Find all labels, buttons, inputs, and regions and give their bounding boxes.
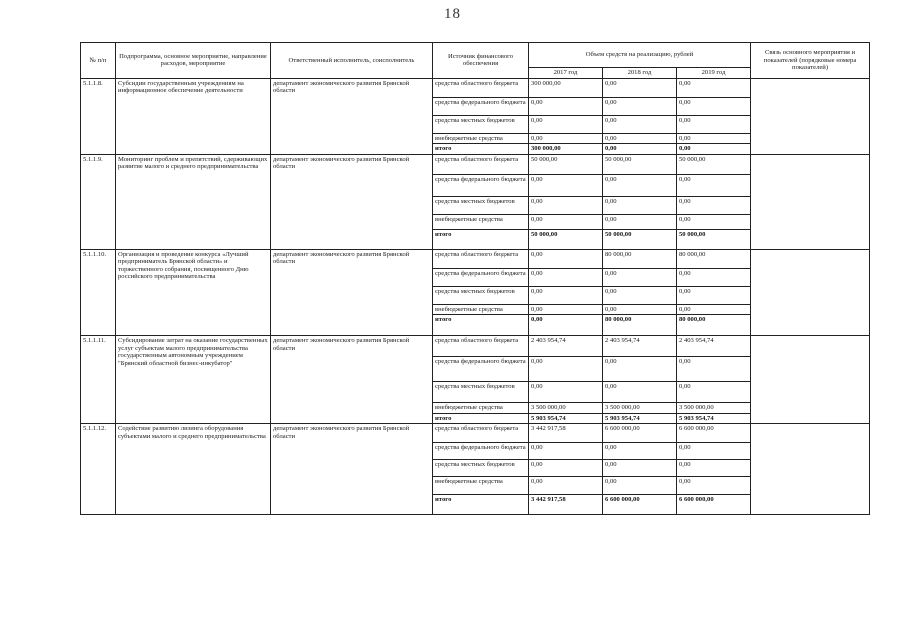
executor-name: департамент экономического развития Брянской области (271, 424, 433, 515)
funding-source: средства местных бюджетов (433, 382, 529, 403)
program-name: Содействие развитию лизинга оборудования субъектами малого и среднего предпринимательства (116, 424, 271, 515)
indicator-link-cell (751, 78, 870, 154)
funding-source: внебюджетные средства (433, 214, 529, 229)
amount-cell: 0,00 (677, 443, 751, 460)
item-number: 5.1.1.12. (81, 424, 116, 515)
amount-cell: 80 000,00 (603, 249, 677, 268)
amount-cell: 0,00 (529, 133, 603, 144)
executor-name: департамент экономического развития Брянской области (271, 154, 433, 249)
amount-cell: 50 000,00 (677, 229, 751, 249)
amount-cell: 0,00 (603, 196, 677, 214)
amount-cell: 5 903 954,74 (603, 413, 677, 424)
funding-source: итого (433, 413, 529, 424)
amount-cell: 300 000,00 (529, 78, 603, 97)
amount-cell: 0,00 (677, 115, 751, 133)
amount-cell: 0,00 (529, 249, 603, 268)
table-body (81, 78, 870, 515)
funding-source: средства местных бюджетов (433, 115, 529, 133)
header-num: № п/п (81, 43, 116, 79)
funding-source: средства областного бюджета (433, 424, 529, 443)
amount-cell: 0,00 (677, 304, 751, 315)
amount-cell: 0,00 (529, 97, 603, 115)
amount-cell: 0,00 (677, 144, 751, 155)
indicator-link-cell (751, 336, 870, 424)
funding-row (81, 424, 870, 443)
funding-row (81, 249, 870, 268)
funding-source: средства федерального бюджета (433, 268, 529, 286)
amount-cell: 0,00 (603, 144, 677, 155)
funding-source: средства федерального бюджета (433, 174, 529, 196)
amount-cell: 3 500 000,00 (677, 403, 751, 414)
amount-cell: 0,00 (677, 174, 751, 196)
amount-cell: 0,00 (529, 214, 603, 229)
amount-cell: 0,00 (529, 268, 603, 286)
amount-cell: 3 442 917,58 (529, 424, 603, 443)
program-name: Субсидирование затрат на оказание государственных услуг субъектам малого предпринимательства государственным автономным учреждением "Брянский областной бизнес-инкубатор" (116, 336, 271, 424)
amount-cell: 0,00 (529, 115, 603, 133)
funding-source: средства федерального бюджета (433, 443, 529, 460)
amount-cell: 0,00 (529, 196, 603, 214)
amount-cell: 0,00 (677, 286, 751, 304)
header-volume: Объем средств на реализацию, рублей (529, 43, 751, 68)
amount-cell: 3 500 000,00 (529, 403, 603, 414)
indicator-link-cell (751, 154, 870, 249)
amount-cell: 3 500 000,00 (603, 403, 677, 414)
amount-cell: 0,00 (677, 382, 751, 403)
page-number: 18 (444, 6, 461, 22)
amount-cell: 0,00 (677, 268, 751, 286)
amount-cell: 0,00 (677, 214, 751, 229)
funding-source: средства областного бюджета (433, 249, 529, 268)
indicator-link-cell (751, 249, 870, 336)
amount-cell: 0,00 (529, 443, 603, 460)
amount-cell: 0,00 (603, 382, 677, 403)
amount-cell: 80 000,00 (603, 315, 677, 336)
amount-cell: 300 000,00 (529, 144, 603, 155)
funding-table (80, 42, 870, 515)
amount-cell: 5 903 954,74 (529, 413, 603, 424)
amount-cell: 0,00 (603, 357, 677, 382)
amount-cell: 0,00 (603, 97, 677, 115)
program-name: Мониторинг проблем и препятствий, сдерживающих развитие малого и среднего предпринимательства (116, 154, 271, 249)
amount-cell: 2 403 954,74 (677, 336, 751, 357)
funding-source: средства областного бюджета (433, 154, 529, 174)
amount-cell: 5 903 954,74 (677, 413, 751, 424)
funding-source: итого (433, 315, 529, 336)
amount-cell: 6 600 000,00 (677, 495, 751, 515)
amount-cell: 0,00 (603, 133, 677, 144)
amount-cell: 6 600 000,00 (603, 495, 677, 515)
amount-cell: 0,00 (603, 214, 677, 229)
funding-source: средства федерального бюджета (433, 97, 529, 115)
amount-cell: 0,00 (677, 97, 751, 115)
amount-cell: 50 000,00 (529, 154, 603, 174)
amount-cell: 0,00 (529, 174, 603, 196)
amount-cell: 0,00 (603, 460, 677, 477)
funding-row (81, 336, 870, 357)
amount-cell: 0,00 (603, 268, 677, 286)
amount-cell: 3 442 917,58 (529, 495, 603, 515)
amount-cell: 0,00 (603, 115, 677, 133)
funding-source: средства местных бюджетов (433, 196, 529, 214)
amount-cell: 0,00 (603, 443, 677, 460)
funding-source: средства местных бюджетов (433, 460, 529, 477)
amount-cell: 0,00 (677, 460, 751, 477)
amount-cell: 0,00 (529, 382, 603, 403)
amount-cell: 6 600 000,00 (603, 424, 677, 443)
funding-source: итого (433, 495, 529, 515)
amount-cell: 0,00 (603, 174, 677, 196)
amount-cell: 0,00 (603, 286, 677, 304)
amount-cell: 0,00 (677, 78, 751, 97)
amount-cell: 2 403 954,74 (603, 336, 677, 357)
amount-cell: 50 000,00 (677, 154, 751, 174)
header-executor: Ответственный исполнитель, соисполнитель (271, 43, 433, 79)
funding-source: средства федерального бюджета (433, 357, 529, 382)
header-year: 2018 год (603, 68, 677, 79)
amount-cell: 0,00 (603, 477, 677, 495)
amount-cell: 80 000,00 (677, 315, 751, 336)
header-year: 2019 год (677, 68, 751, 79)
table-header (81, 43, 870, 79)
executor-name: департамент экономического развития Брянской области (271, 249, 433, 336)
funding-source: средства областного бюджета (433, 78, 529, 97)
indicator-link-cell (751, 424, 870, 515)
amount-cell: 50 000,00 (603, 154, 677, 174)
funding-source: внебюджетные средства (433, 403, 529, 414)
amount-cell: 80 000,00 (677, 249, 751, 268)
funding-source: итого (433, 229, 529, 249)
header-program: Подпрограмма, основное мероприятие, направление расходов, мероприятие (116, 43, 271, 79)
amount-cell: 0,00 (603, 304, 677, 315)
funding-source: средства областного бюджета (433, 336, 529, 357)
program-name: Организация и проведение конкурса «Лучший предприниматель Брянской области» и торжественного собрания, посвященного Дню российского предпринимательства (116, 249, 271, 336)
funding-source: внебюджетные средства (433, 304, 529, 315)
item-number: 5.1.1.10. (81, 249, 116, 336)
funding-source: средства местных бюджетов (433, 286, 529, 304)
amount-cell: 0,00 (529, 315, 603, 336)
amount-cell: 2 403 954,74 (529, 336, 603, 357)
funding-source: внебюджетные средства (433, 477, 529, 495)
amount-cell: 0,00 (603, 78, 677, 97)
amount-cell: 6 600 000,00 (677, 424, 751, 443)
amount-cell: 0,00 (529, 357, 603, 382)
amount-cell: 0,00 (529, 286, 603, 304)
amount-cell: 0,00 (677, 477, 751, 495)
executor-name: департамент экономического развития Брянской области (271, 78, 433, 154)
funding-source: внебюджетные средства (433, 133, 529, 144)
amount-cell: 50 000,00 (529, 229, 603, 249)
item-number: 5.1.1.9. (81, 154, 116, 249)
amount-cell: 0,00 (529, 477, 603, 495)
amount-cell: 0,00 (677, 196, 751, 214)
executor-name: департамент экономического развития Брянской области (271, 336, 433, 424)
amount-cell: 50 000,00 (603, 229, 677, 249)
header-source: Источник финансового обеспечения (433, 43, 529, 79)
funding-row (81, 78, 870, 97)
program-name: Субсидии государственным учреждениям на информационное обеспечение деятельности (116, 78, 271, 154)
funding-row (81, 154, 870, 174)
amount-cell: 0,00 (529, 460, 603, 477)
funding-source: итого (433, 144, 529, 155)
item-number: 5.1.1.8. (81, 78, 116, 154)
item-number: 5.1.1.11. (81, 336, 116, 424)
amount-cell: 0,00 (529, 304, 603, 315)
amount-cell: 0,00 (677, 357, 751, 382)
header-link: Связь основного мероприятия и показателей (порядковые номера показателей) (751, 43, 870, 79)
amount-cell: 0,00 (677, 133, 751, 144)
header-year: 2017 год (529, 68, 603, 79)
